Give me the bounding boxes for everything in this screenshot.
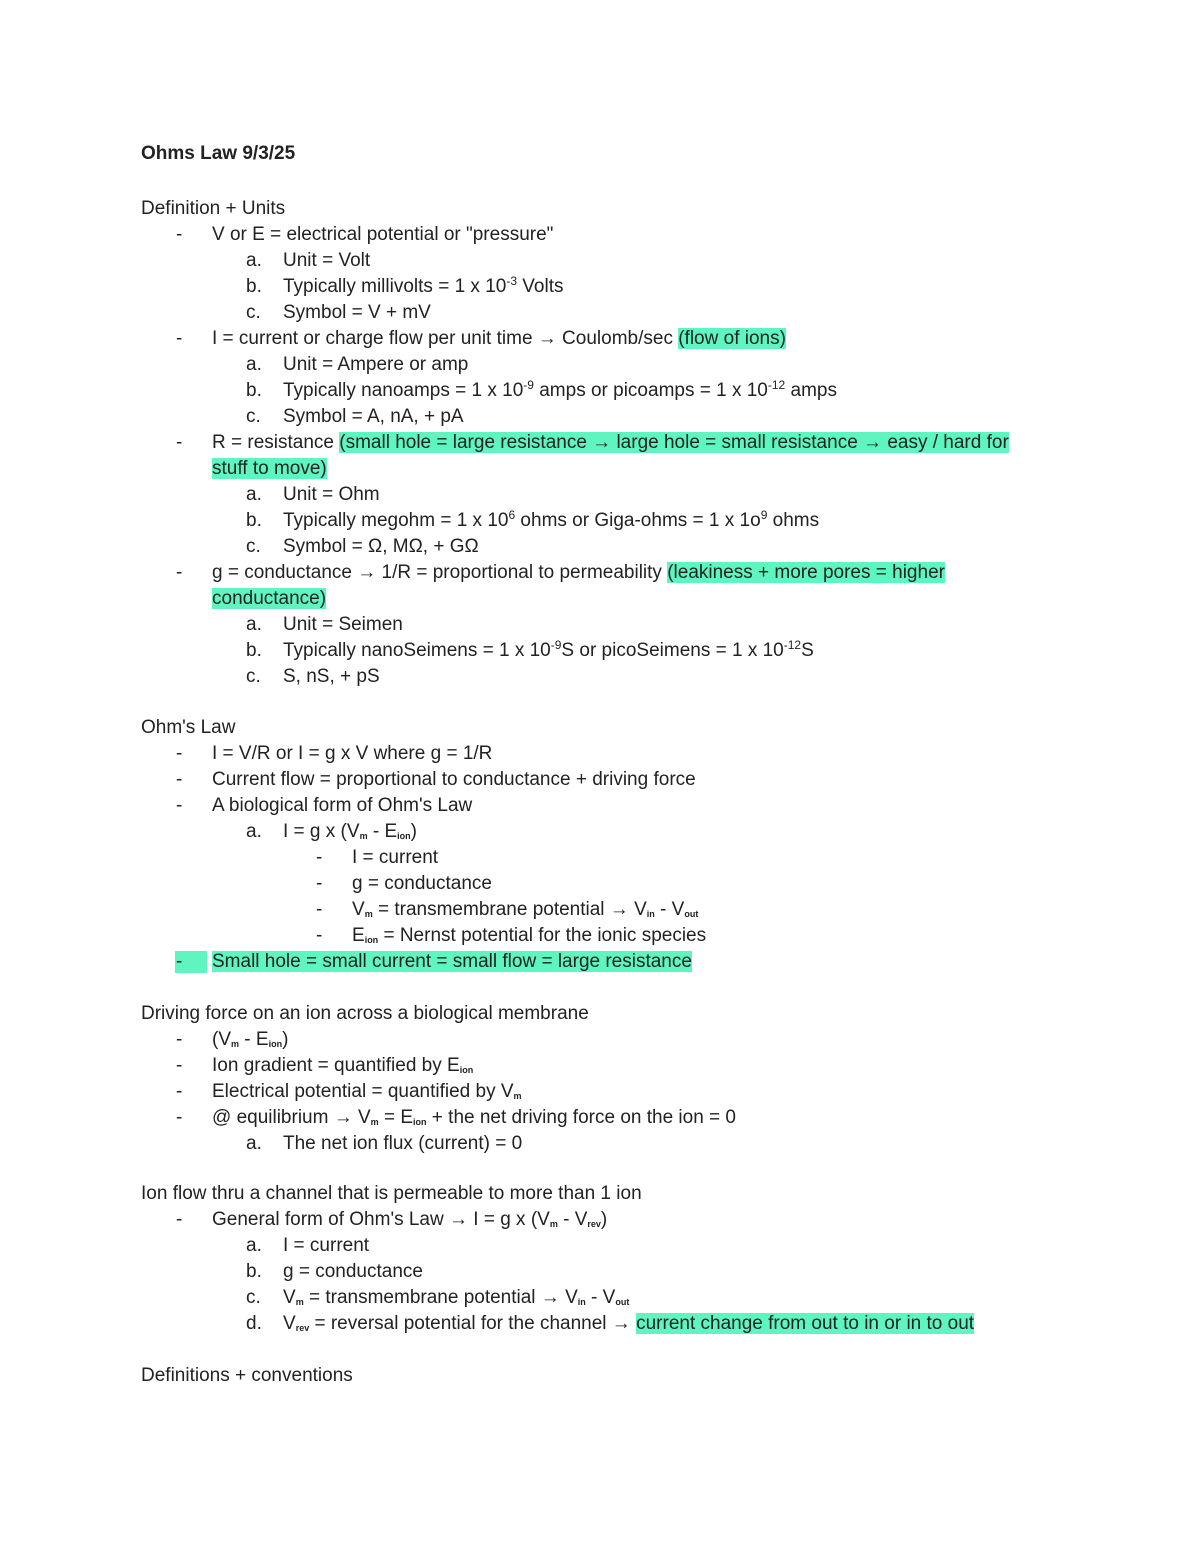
subscript: m: [364, 909, 373, 919]
bullet-dash: -: [176, 769, 183, 790]
list-letter: a.: [246, 1133, 262, 1154]
text-run: E: [352, 925, 365, 946]
superscript: -9: [550, 638, 562, 652]
sub-item-text: [283, 1234, 369, 1258]
text-run: Symbol = Ω, MΩ, + GΩ: [283, 536, 479, 557]
list-letter: a.: [246, 614, 262, 635]
bullet-text: [212, 1054, 473, 1078]
bullet-dash: -: [316, 899, 323, 920]
subscript: rev: [587, 1219, 601, 1229]
nested-item-text: [352, 898, 698, 922]
bullet-dash: -: [176, 562, 183, 583]
bullet-text: [212, 457, 327, 481]
text-run: Electrical potential = quantified by V: [212, 1081, 514, 1102]
highlighted-text: (leakiness + more pores = higher: [667, 562, 945, 583]
text-run: V or E = electrical potential or "pressure": [212, 224, 554, 245]
list-letter: a.: [246, 821, 262, 842]
subscript: m: [295, 1297, 304, 1307]
text-run: General form of Ohm's Law → I = g x (V: [212, 1209, 550, 1230]
subscript: ion: [413, 1117, 427, 1127]
text-run: Unit = Ohm: [283, 484, 380, 505]
text-run: V: [283, 1313, 296, 1334]
subscript: in: [646, 909, 655, 919]
text-run: amps: [785, 380, 837, 401]
text-run: - V: [557, 1209, 588, 1230]
text-run: Unit = Seimen: [283, 614, 403, 635]
sub-item-text: [283, 1132, 522, 1156]
bullet-dash: -: [176, 795, 183, 816]
superscript: 9: [760, 508, 768, 522]
text-run: S or picoSeimens = 1 x 10: [561, 640, 784, 661]
bullet-dash: -: [176, 1209, 183, 1230]
sub-item-text: [283, 665, 380, 689]
section-heading: Definitions + conventions: [141, 1365, 353, 1386]
text-run: R = resistance: [212, 432, 340, 453]
bullet-text: [212, 1028, 288, 1052]
nested-item-text: [352, 846, 438, 870]
bullet-dash: -: [176, 328, 183, 349]
text-run: ): [410, 821, 417, 842]
highlighted-text: current change from out to in or in to out: [636, 1313, 975, 1334]
text-run: ohms: [767, 510, 820, 531]
text-run: ): [282, 1029, 289, 1050]
bullet-text: [212, 742, 492, 766]
subscript: m: [370, 1117, 379, 1127]
list-letter: c.: [246, 406, 261, 427]
sub-item-text: [283, 405, 464, 429]
sub-item-text: [283, 483, 380, 507]
list-letter: a.: [246, 1235, 262, 1256]
sub-item-text: [283, 353, 468, 377]
text-run: - E: [367, 821, 398, 842]
sub-item-text: [283, 1260, 423, 1284]
subscript: m: [549, 1219, 558, 1229]
subscript: ion: [364, 935, 379, 945]
bullet-dash: -: [316, 925, 323, 946]
bullet-dash: -: [176, 1081, 183, 1102]
text-run: - V: [654, 899, 685, 920]
list-letter: b.: [246, 510, 262, 531]
list-letter: b.: [246, 276, 262, 297]
bullet-text: [212, 768, 696, 792]
bullet-dash: -: [316, 873, 323, 894]
text-run: Unit = Volt: [283, 250, 371, 271]
bullet-text: [212, 431, 1009, 455]
text-run: Symbol = V + mV: [283, 302, 431, 323]
text-run: = Nernst potential for the ionic species: [378, 925, 707, 946]
bullet-dash: -: [176, 1055, 183, 1076]
text-run: V: [352, 899, 365, 920]
list-letter: a.: [246, 484, 262, 505]
subscript: out: [615, 1297, 630, 1307]
bullet-dash: -: [176, 1029, 183, 1050]
highlighted-text: Small hole = small current = small flow = large resistance: [212, 951, 692, 972]
subscript: ion: [397, 831, 411, 841]
list-letter: c.: [246, 302, 261, 323]
text-run: Typically megohm = 1 x 10: [283, 510, 509, 531]
superscript: -12: [783, 638, 802, 652]
list-letter: b.: [246, 1261, 262, 1282]
text-run: V: [283, 1287, 296, 1308]
text-run: amps or picoamps = 1 x 10: [533, 380, 768, 401]
subscript: ion: [268, 1039, 283, 1049]
list-letter: a.: [246, 250, 262, 271]
highlighted-text: stuff to move): [212, 458, 327, 479]
superscript: -12: [767, 378, 786, 392]
sub-item-text: [283, 509, 819, 533]
text-run: I = g x (V: [283, 821, 360, 842]
text-run: S, nS, + pS: [283, 666, 380, 687]
sub-item-text: [283, 820, 417, 844]
subscript: rev: [295, 1323, 310, 1333]
list-letter: d.: [246, 1313, 262, 1334]
text-run: g = conductance: [352, 873, 492, 894]
bullet-dash: -: [176, 1107, 183, 1128]
subscript: m: [231, 1039, 240, 1049]
section-heading: Definition + Units: [141, 198, 286, 219]
text-run: I = V/R or I = g x V where g = 1/R: [212, 743, 493, 764]
text-run: Unit = Ampere or amp: [283, 354, 469, 375]
text-run: g = conductance: [283, 1261, 423, 1282]
list-letter: c.: [246, 1287, 261, 1308]
bullet-dash: -: [176, 743, 183, 764]
bullet-text: [212, 327, 786, 351]
sub-item-text: [283, 535, 479, 559]
sub-item-text: [283, 301, 431, 325]
list-letter: b.: [246, 380, 262, 401]
sub-item-text: [283, 379, 837, 403]
section-heading: Ohm's Law: [141, 717, 236, 738]
text-run: Typically millivolts = 1 x 10: [283, 276, 507, 297]
bullet-dash: -: [176, 432, 183, 453]
sub-item-text: [283, 639, 814, 663]
nested-item-text: [352, 924, 706, 948]
bullet-dash: -: [316, 847, 323, 868]
text-run: - V: [585, 1287, 616, 1308]
text-run: Typically nanoamps = 1 x 10: [283, 380, 524, 401]
bullet-text: [212, 1208, 607, 1232]
bullet-text: [212, 223, 553, 247]
text-run: g = conductance → 1/R = proportional to permeability: [212, 562, 668, 583]
subscript: out: [684, 909, 699, 919]
superscript: -9: [523, 378, 534, 392]
list-letter: c.: [246, 666, 261, 687]
subscript: ion: [459, 1065, 474, 1075]
bullet-dash: -: [176, 951, 183, 972]
text-run: @ equilibrium → V: [212, 1107, 371, 1128]
bullet-text: [212, 1080, 522, 1104]
list-letter: c.: [246, 536, 261, 557]
sub-item-text: [283, 1312, 974, 1336]
bullet-text: [212, 561, 945, 585]
bullet-text: [212, 950, 692, 974]
text-run: I = current: [352, 847, 439, 868]
subscript: m: [359, 831, 368, 841]
sub-item-text: [283, 1286, 629, 1310]
list-letter: b.: [246, 640, 262, 661]
text-run: Current flow = proportional to conductance + driving force: [212, 769, 696, 790]
nested-item-text: [352, 872, 492, 896]
highlighted-text: (small hole = large resistance → large hole = small resistance → easy / hard for: [339, 432, 1009, 453]
text-run: = transmembrane potential → V: [303, 1287, 578, 1308]
bullet-text: [212, 1106, 736, 1130]
text-run: Ion gradient = quantified by E: [212, 1055, 460, 1076]
text-run: (V: [212, 1029, 231, 1050]
bullet-text: [212, 587, 326, 611]
document-title: Ohms Law 9/3/25: [141, 143, 296, 164]
list-letter: a.: [246, 354, 262, 375]
text-run: S: [801, 640, 814, 661]
sub-item-text: [283, 275, 563, 299]
text-run: Volts: [517, 276, 564, 297]
text-run: Typically nanoSeimens = 1 x 10: [283, 640, 551, 661]
subscript: m: [513, 1091, 522, 1101]
text-run: + the net driving force on the ion = 0: [426, 1107, 736, 1128]
text-run: The net ion flux (current) = 0: [283, 1133, 523, 1154]
superscript: -3: [506, 274, 517, 288]
text-run: I = current or charge flow per unit time → Coulomb/sec: [212, 328, 679, 349]
text-run: = reversal potential for the channel →: [309, 1313, 637, 1334]
text-run: A biological form of Ohm's Law: [212, 795, 473, 816]
superscript: 6: [508, 508, 516, 522]
text-run: = E: [378, 1107, 414, 1128]
text-run: ): [600, 1209, 608, 1230]
sub-item-text: [283, 613, 403, 637]
text-run: - E: [239, 1029, 269, 1050]
bullet-dash: -: [176, 224, 183, 245]
section-heading: Driving force on an ion across a biological membrane: [141, 1003, 589, 1024]
highlighted-text: conductance): [212, 588, 327, 609]
text-run: Symbol = A, nA, + pA: [283, 406, 464, 427]
section-heading: Ion flow thru a channel that is permeable to more than 1 ion: [141, 1183, 642, 1204]
bullet-text: [212, 794, 472, 818]
text-run: = transmembrane potential → V: [372, 899, 647, 920]
text-run: ohms or Giga-ohms = 1 x 1o: [515, 510, 761, 531]
sub-item-text: [283, 249, 370, 273]
text-run: I = current: [283, 1235, 370, 1256]
highlighted-text: (flow of ions): [678, 328, 786, 349]
subscript: in: [577, 1297, 586, 1307]
